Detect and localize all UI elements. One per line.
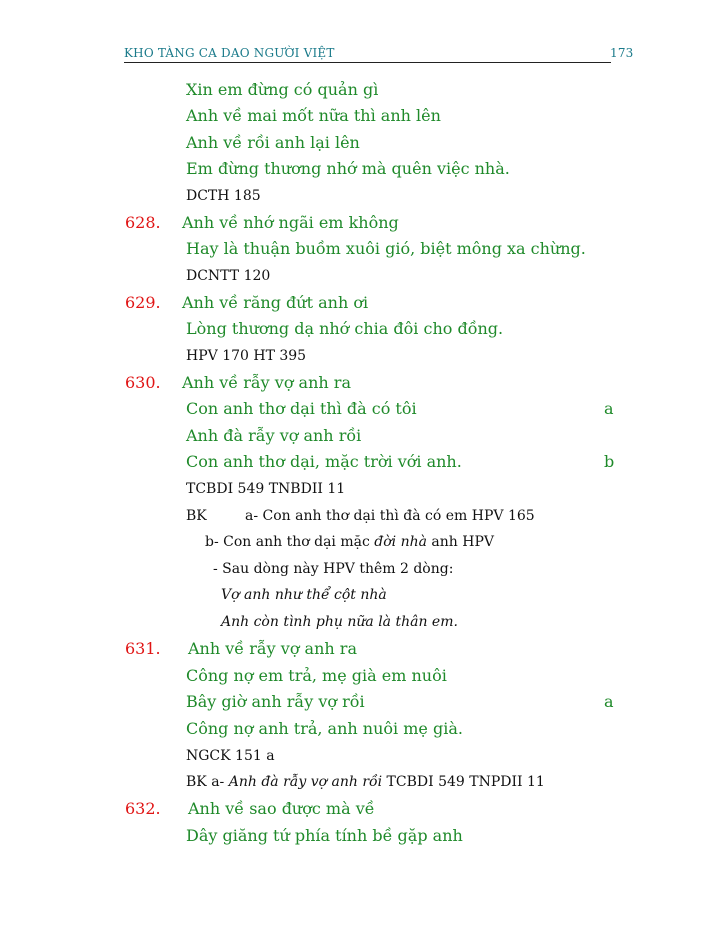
running-header-title: KHO TÀNG CA DAO NGƯỜI VIỆT	[124, 46, 335, 60]
source-reference: DCNTT 120	[186, 268, 271, 284]
verse-line: Anh về răng đứt anh ơi	[182, 293, 369, 312]
verse-line: Dây giăng tứ phía tính bề gặp anh	[186, 826, 463, 845]
verse-line: Hay là thuận buồm xuôi gió, biệt mông xa chừng.	[186, 239, 586, 258]
verse-line: Anh về rẫy vợ anh ra	[188, 639, 357, 658]
verse-line: Anh về rẫy vợ anh ra	[182, 373, 351, 392]
source-reference: NGCK 151 a	[186, 748, 275, 764]
variant-note: BK a- Anh đà rẫy vợ anh rồi TCBDI 549 TNPDII 11	[186, 774, 545, 790]
variant-marker: b	[604, 452, 615, 471]
variant-marker: a	[604, 399, 614, 418]
verse-line: Xin em đừng có quản gì	[186, 80, 379, 99]
verse-line: Anh về rồi anh lại lên	[186, 133, 360, 152]
variant-verse: Anh còn tình phụ nữa là thân em.	[221, 614, 458, 630]
variant-note: b- Con anh thơ dại mặc đời nhà anh HPV	[205, 534, 494, 550]
verse-line: Anh về sao được mà về	[188, 799, 375, 818]
header-rule	[124, 62, 611, 63]
entry-number: 628.	[125, 213, 161, 232]
verse-line: Con anh thơ dại, mặc trời với anh.	[186, 452, 462, 471]
source-reference: TCBDI 549 TNBDII 11	[186, 481, 346, 497]
entry-number: 631.	[125, 639, 161, 658]
entry-number: 629.	[125, 293, 161, 312]
verse-line: Công nợ anh trả, anh nuôi mẹ già.	[186, 719, 463, 738]
verse-line: Anh về nhớ ngãi em không	[182, 213, 399, 232]
variant-note: - Sau dòng này HPV thêm 2 dòng:	[213, 561, 454, 577]
variant-marker: a	[604, 692, 614, 711]
verse-line: Anh về mai mốt nữa thì anh lên	[186, 106, 441, 125]
verse-line: Em đừng thương nhớ mà quên việc nhà.	[186, 159, 510, 178]
entry-number: 632.	[125, 799, 161, 818]
verse-line: Bây giờ anh rẫy vợ rồi	[186, 692, 365, 711]
variant-label: BK	[186, 508, 207, 524]
verse-line: Công nợ em trả, mẹ già em nuôi	[186, 666, 447, 685]
source-reference: HPV 170 HT 395	[186, 348, 307, 364]
page-number: 173	[610, 46, 634, 60]
source-reference: DCTH 185	[186, 188, 261, 204]
variant-verse: Vợ anh như thể cột nhà	[221, 587, 387, 603]
variant-note: a- Con anh thơ dại thì đà có em HPV 165	[245, 508, 535, 524]
entry-number: 630.	[125, 373, 161, 392]
verse-line: Con anh thơ dại thì đà có tôi	[186, 399, 417, 418]
verse-line: Anh đà rẫy vợ anh rồi	[186, 426, 362, 445]
verse-line: Lòng thương dạ nhớ chia đôi cho đồng.	[186, 319, 504, 338]
